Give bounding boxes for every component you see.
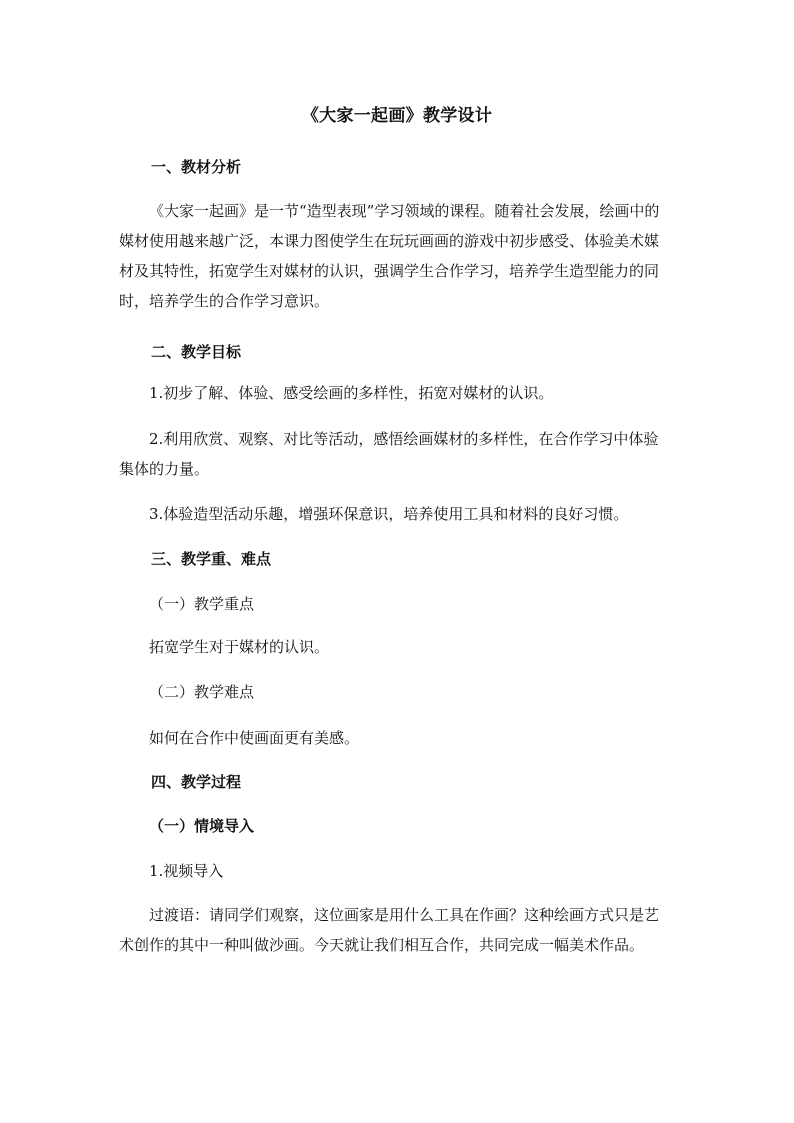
paragraph-transition: 过渡语：请同学们观察，这位画家是用什么工具在作画？这种绘画方式只是艺术创作的其中一种叫做沙画。今天就让我们相互合作，共同完成一幅美术作品。 xyxy=(119,906,660,954)
subheading-key-points: （一）教学重点 xyxy=(149,595,255,613)
heading-textbook-analysis: 一、教材分析 xyxy=(151,158,242,176)
heading-teaching-process: 四、教学过程 xyxy=(151,773,242,791)
goal-item-3: 3.体验造型活动乐趣，增强环保意识，培养使用工具和材料的良好习惯。 xyxy=(149,505,629,523)
subheading-difficult-points: （二）教学难点 xyxy=(149,683,255,701)
heading-teaching-goals: 二、教学目标 xyxy=(151,343,242,361)
text-difficult-points: 如何在合作中使画面更有美感。 xyxy=(149,729,360,747)
subheading-situation-intro: （一）情境导入 xyxy=(149,817,255,835)
goal-item-1: 1.初步了解、体验、感受绘画的多样性，拓宽对媒材的认识。 xyxy=(149,384,554,402)
item-video-intro: 1.视频导入 xyxy=(149,862,224,880)
paragraph-textbook-analysis: 《大家一起画》是一节“造型表现”学习领域的课程。随着社会发展，绘画中的媒材使用越来越广泛，本课力图使学生在玩玩画画的游戏中初步感受、体验美术媒材及其特性，拓宽学生对媒材的认识，强调学生合作学习，培养学生造型能力的同时，培养学生的合作学习意识。 xyxy=(119,202,660,310)
text-key-points: 拓宽学生对于媒材的认识。 xyxy=(149,638,330,656)
heading-key-difficult-points: 三、教学重、难点 xyxy=(151,550,272,568)
document-title: 《大家一起画》教学设计 xyxy=(301,106,493,126)
goal-item-2: 2.利用欣赏、观察、对比等活动，感悟绘画媒材的多样性，在合作学习中体验集体的力量。 xyxy=(119,430,659,478)
